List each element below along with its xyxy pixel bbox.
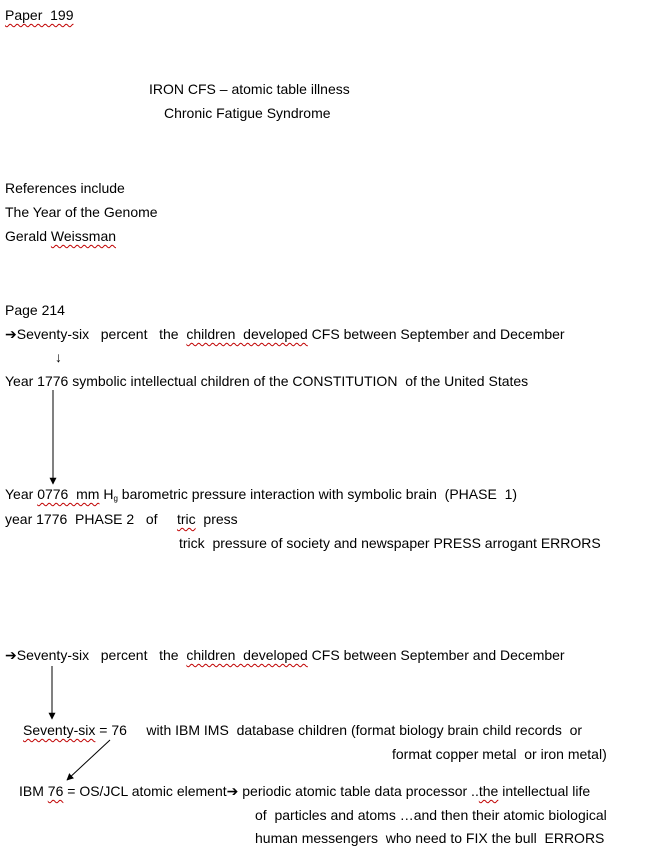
title-line-1: IRON CFS – atomic table illness [149, 81, 350, 97]
connector-arrow-ims-to-ibm [67, 740, 110, 780]
arrow-right-icon: ➔ [5, 647, 17, 663]
arrow-right-icon: ➔ [5, 326, 17, 342]
reference-book: The Year of the Genome [5, 204, 158, 220]
phase-2-line: year 1776 PHASE 2 of tric press [5, 511, 238, 527]
page-reference: Page 214 [5, 302, 65, 318]
references-heading: References include [5, 180, 125, 196]
constitution-line: Year 1776 symbolic intellectual children of the CONSTITUTION of the United States [5, 373, 529, 389]
messengers-line: human messengers who need to FIX the bull ERRORS [255, 830, 605, 846]
title-line-2: Chronic Fatigue Syndrome [164, 105, 331, 121]
trick-pressure-line: trick pressure of society and newspaper PRESS arrogant ERRORS [179, 535, 601, 551]
paper-label: Paper 199 [5, 7, 74, 23]
particles-line: of particles and atoms …and then their atomic biological [255, 807, 607, 823]
reference-author: Gerald Weissman [5, 228, 117, 244]
phase-1-line: Year 0776 mm $H_g$ barometric pressure interaction with symbolic brain (PHASE 1) [5, 486, 518, 503]
ibm-element-line: IBM 76 = OS/JCL atomic element➔ periodic atomic table data processor ..the intellectual life [19, 783, 591, 799]
ims-database-line: Seventy-six = 76 with IBM IMS database children (format biology brain child records or [23, 722, 583, 738]
arrow-down-icon: ↓ [55, 349, 62, 365]
cfs-line-1: ➔Seventy-six percent the children developed CFS between September and December [5, 326, 565, 342]
cfs-line-2: ➔Seventy-six percent the children developed CFS between September and December [5, 647, 565, 663]
arrow-right-icon: ➔ [226, 783, 239, 799]
ims-database-continued: format copper metal or iron metal) [392, 746, 607, 762]
